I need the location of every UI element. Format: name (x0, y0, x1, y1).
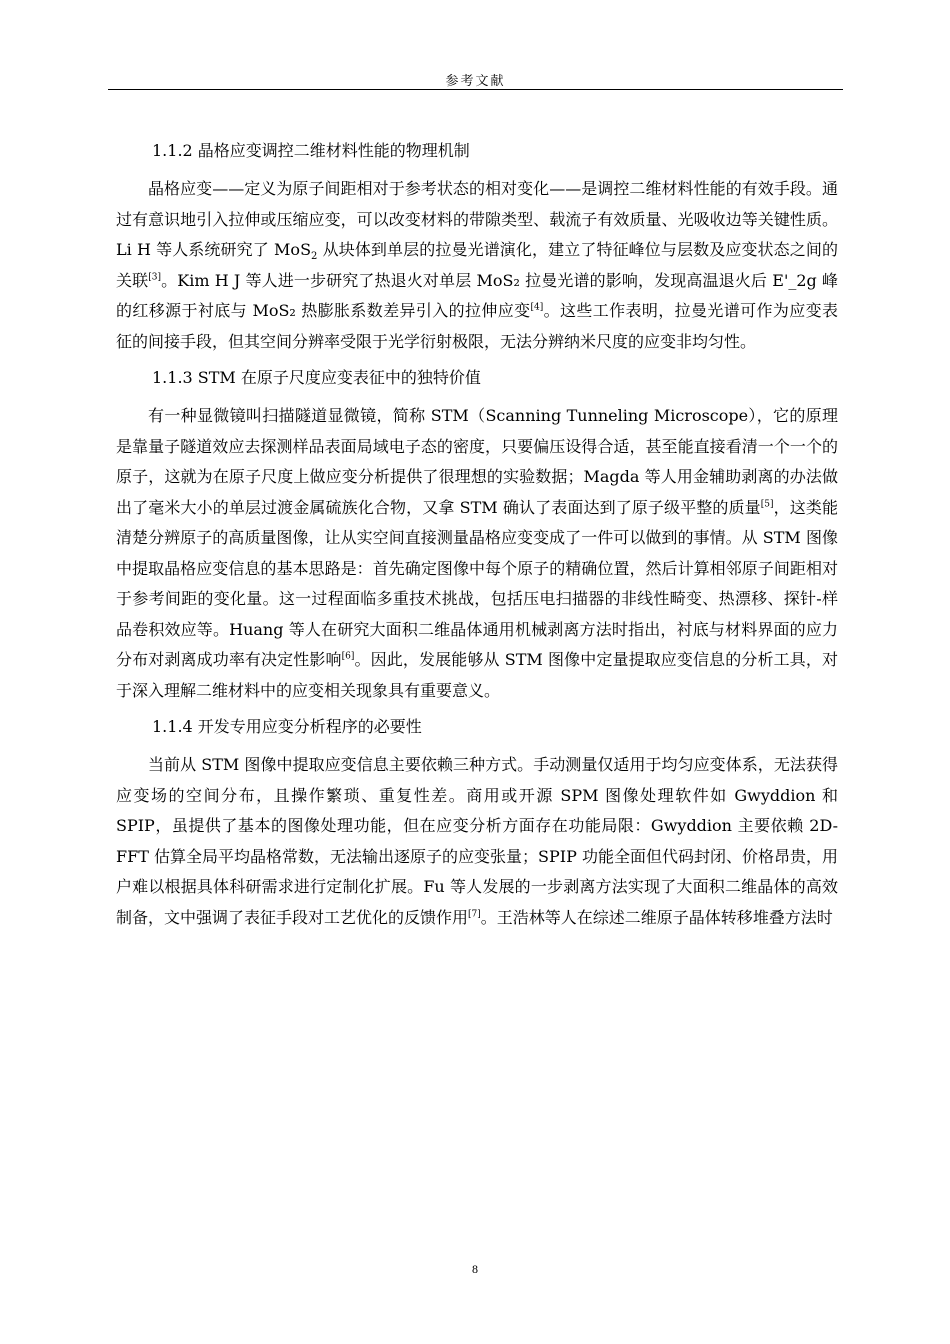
section-heading-1-1-4: 1.1.4 开发专用应变分析程序的必要性 (152, 717, 422, 736)
paragraph-text: 。因此，发展能够从 STM 图像中定量提取应变信息的分析工具，对于深入理解二维材料中的应变相关现象具有重要意义。 (116, 650, 838, 700)
citation-ref: [4] (530, 302, 544, 313)
paragraph-text: 。王浩林等人在综述二维原子晶体转移堆叠方法时 (480, 907, 833, 927)
citation-ref: [6] (341, 651, 355, 662)
paragraph-strain-mechanism (116, 174, 838, 357)
running-header: 参考文献 (445, 74, 506, 89)
citation-ref: [3] (148, 272, 162, 283)
citation-ref: [5] (760, 499, 774, 510)
paragraph-text: 当前从 STM 图像中提取应变信息主要依赖三种方式。手动测量仅适用于均匀应变体系，无法获得应变场的空间分布，且操作繁琐、重复性差。商用或开源 SPM 图像处理软件如 Gwyddion 和 SPIP，虽提供了基本的图像处理功能，但在应变分析方面存在功能局限：Gwyddion 主要依赖 2D-FFT 估算全局平均晶格常数，无法输出逐原子的应变张量；SPIP 功能全面但代码封闭、价格昂贵，用户难以根据具体科研需求进行定制化扩展。Fu 等人发展的一步剥离方法实现了大面积二维晶体的高效制备，文中强调了表征手段对工艺优化的反馈作用 (116, 755, 838, 927)
paragraph-text: 。Kim H J 等人进一步研究了热退火对单层 MoS₂ 拉曼光谱的影响，发现高温退火后 E'_2g 峰的红移源于衬底与 MoS₂ 热膨胀系数差异引入的拉伸应变 (116, 270, 838, 320)
paragraph-stm-value (116, 401, 838, 706)
header-rule (108, 89, 843, 90)
paragraph-text: 从块体到单层的拉曼光谱演化，建立了特征峰位与层数及应变状态之间的关联 (116, 240, 838, 290)
paragraph-text: 。这些工作表明，拉曼光谱可作为应变表征的间接手段，但其空间分辨率受限于光学衍射极限，无法分辨纳米尺度的应变非均匀性。 (116, 301, 838, 351)
document-body (116, 136, 838, 939)
section-heading-1-1-2: 1.1.2 晶格应变调控二维材料性能的物理机制 (152, 141, 470, 160)
paragraph-necessity (116, 750, 838, 933)
page-number: 8 (472, 1262, 478, 1276)
paragraph-text: 晶格应变——定义为原子间距相对于参考状态的相对变化——是调控二维材料性能的有效手段。通过有意识地引入拉伸或压缩应变，可以改变材料的带隙类型、载流子有效质量、光吸收边等关键性质。Li H 等人系统研究了 MoS (116, 179, 838, 259)
citation-ref: [7] (468, 909, 481, 920)
paragraph-text: 有一种显微镜叫扫描隧道显微镜，简称 STM（Scanning Tunneling Microscope），它的原理是靠量子隧道效应去探测样品表面局域电子态的密度，只要偏压设得合适，甚至能直接看清一个一个的原子，这就为在原子尺度上做应变分析提供了很理想的实验数据；Magda 等人用金辅助剥离的办法做出了毫米大小的单层过渡金属硫族化合物，又拿 STM 确认了表面达到了原子级平整的质量 (116, 406, 838, 517)
paragraph-text: ，这类能清楚分辨原子的高质量图像，让从实空间直接测量晶格应变变成了一件可以做到的事情。从 STM 图像中提取晶格应变信息的基本思路是：首先确定图像中每个原子的精确位置，然后计算相邻原子间距相对于参考间距的变化量。这一过程面临多重技术挑战，包括压电扫描器的非线性畸变、热漂移、探针-样品卷积效应等。Huang 等人在研究大面积二维晶体通用机械剥离方法时指出，衬底与材料界面的应力分布对剥离成功率有决定性影响 (116, 497, 838, 669)
section-heading-1-1-3: 1.1.3 STM 在原子尺度应变表征中的独特价值 (152, 368, 481, 387)
subscript: 2 (311, 251, 318, 263)
